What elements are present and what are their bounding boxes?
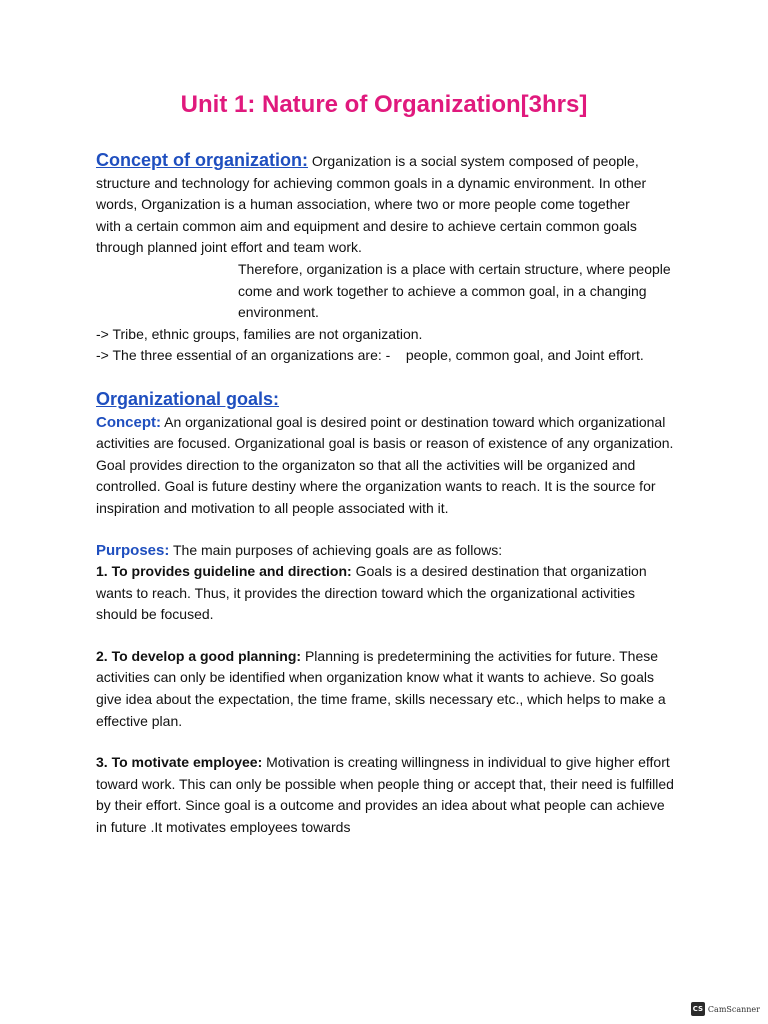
purposes-text: The main purposes of achieving goals are as follows: bbox=[173, 541, 503, 558]
concept-heading: Concept of organization: bbox=[96, 150, 308, 170]
purpose-item-2 bbox=[96, 646, 676, 732]
purposes-label: Purposes: bbox=[96, 541, 170, 559]
purpose-item-2-label: 2. To develop a good planning: bbox=[96, 647, 302, 664]
purpose-item-1-text: Goals is a desired destination that organization wants to reach. Thus, it provides the direction toward which the organizational activities should be focused. bbox=[96, 563, 647, 623]
purpose-item-3-label: 3. To motivate employee: bbox=[96, 754, 263, 771]
document-body bbox=[96, 150, 676, 839]
purpose-item-2-text: Planning is predetermining the activities for future. These activities can only be identified when organization know what it wants to achieve. So goals give idea about the expectation, the time frame, skills necessary etc., which helps to make a effective plan. bbox=[96, 647, 666, 729]
purpose-item-1 bbox=[96, 561, 676, 626]
goals-concept-text: An organizational goal is desired point or destination toward which organizational activities are focused. Organizational goal is basis or reason of existence of any organization. Goal provides direction to the organizaton so that all the activities will be organized and controlled. Goal is future destiny where the organization wants to reach. It is the source for inspiration and motivation to all people associated with it. bbox=[96, 413, 674, 516]
camscanner-logo-icon: CS bbox=[691, 1002, 705, 1016]
camscanner-label: CamScanner bbox=[707, 1004, 760, 1014]
goals-heading: Organizational goals: bbox=[96, 388, 280, 409]
goals-heading-row bbox=[96, 389, 676, 412]
purposes-paragraph bbox=[96, 540, 676, 562]
purpose-item-3-text: Motivation is creating willingness in individual to give higher effort toward work. This can only be possible when people thing or accept that, their need is fulfilled by their effort. Since goal is a outcome and provides an idea about what people can achieve in future .It motivates employees towards bbox=[96, 754, 674, 836]
concept-text: Organization is a social system composed of people, structure and technology for achieving common goals in a dynamic environment. In other words, Organization is a human association, where two or more people come together bbox=[96, 153, 647, 213]
purpose-item-3 bbox=[96, 752, 676, 838]
purpose-item-1-label: 1. To provides guideline and direction: bbox=[96, 563, 352, 580]
concept-text-2: with a certain common aim and equipment and desire to achieve certain common goals through planned joint effort and team work. bbox=[96, 217, 637, 256]
goals-concept-paragraph bbox=[96, 412, 676, 520]
concept-note-1: -> Tribe, ethnic groups, families are not organization. bbox=[96, 325, 423, 342]
camscanner-watermark bbox=[691, 1002, 760, 1016]
goals-concept-label: Concept: bbox=[96, 413, 161, 431]
concept-text-3: Therefore, organization is a place with certain structure, where people come and work together to achieve a common goal, in a changing environment. bbox=[238, 260, 671, 321]
concept-note-2: -> The three essential of an organizations are: - people, common goal, and Joint effort. bbox=[96, 347, 644, 364]
page-title: Unit 1: Nature of Organization[3hrs] bbox=[180, 91, 588, 118]
concept-paragraph bbox=[96, 150, 676, 216]
